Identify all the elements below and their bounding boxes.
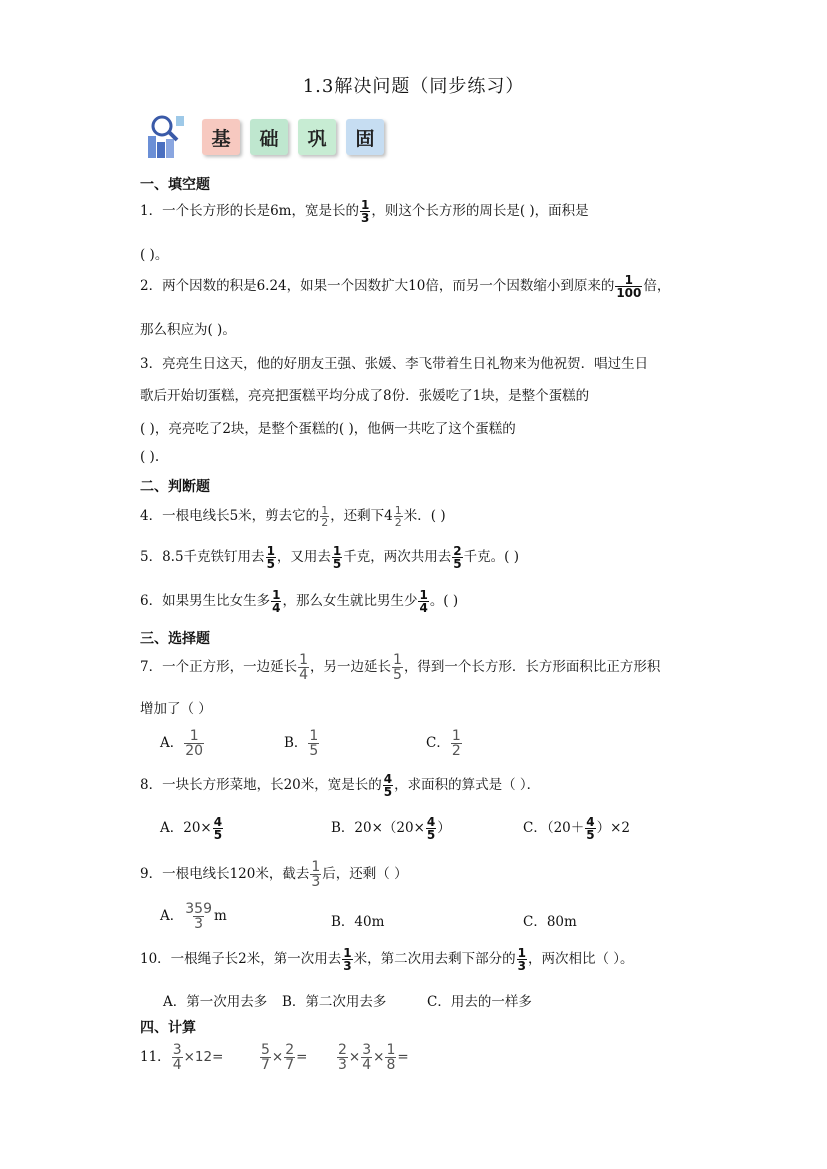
fraction: $\frac{3}{4}$: [362, 1042, 372, 1073]
fraction: $\frac{4}{5}$: [383, 772, 393, 799]
fraction: $\frac{1}{3}$: [311, 859, 321, 890]
section-heading-fill-blank: 一、填空题: [140, 177, 210, 193]
fraction: $\frac{1}{8}$: [386, 1042, 396, 1073]
fraction: $\frac{4}{5}$: [426, 815, 436, 842]
q9-option-a[interactable]: A． $\frac{359}{3}$ m: [160, 901, 227, 932]
q7-option-a[interactable]: A． $\frac{1}{20}$: [160, 728, 204, 759]
banner-tile-4: 固: [346, 119, 384, 155]
section-heading-true-false: 二、判断题: [140, 479, 210, 495]
question-3-line-3: ( )，亮亮吃了2块，是整个蛋糕的( )，他俩一共吃了这个蛋糕的: [140, 421, 516, 437]
q9-option-c[interactable]: C．80m: [523, 914, 577, 930]
banner-tile-1: 基: [202, 119, 240, 155]
fraction: $\frac{1}{2}$: [321, 504, 329, 529]
fraction: $\frac{2}{3}$: [338, 1042, 347, 1073]
fraction: $\frac{1}{3}$: [343, 946, 352, 973]
banner-tile-2: 础: [250, 119, 288, 155]
question-3-line-2: 歌后开始切蛋糕，亮亮把蛋糕平均分成了8份．张媛吃了1块，是整个蛋糕的: [140, 388, 590, 404]
fraction: $\frac{2}{5}$: [453, 544, 462, 571]
question-1-line-1: 1．一个长方形的长是6m，宽是长的 $\frac{1}{3}$ ，则这个长方形的周长是( )，面积是: [140, 198, 589, 225]
question-5: 5．8.5千克铁钉用去 $\frac{1}{5}$ ，又用去 $\frac{1}{5}$ 千克，两次共用去 $\frac{2}{5}$ 千克。( ): [140, 544, 519, 571]
question-11-expression-3: $\frac{2}{3}$ × $\frac{3}{4}$ × $\frac{1}{8}$ =: [338, 1042, 409, 1073]
question-11: 11． $\frac{3}{4}$ ×12=: [140, 1042, 224, 1073]
fraction: $\frac{1}{4}$: [299, 652, 309, 683]
fraction: $\frac{1}{5}$: [332, 544, 342, 571]
q7-option-c[interactable]: C． $\frac{1}{2}$: [426, 728, 461, 759]
question-2-line-2: 那么积应为( )。: [140, 322, 236, 338]
q8-option-a[interactable]: A．20× $\frac{4}{5}$: [160, 815, 223, 842]
fraction: $\frac{4}{5}$: [586, 815, 595, 842]
q10-option-b[interactable]: B．第二次用去多: [282, 994, 387, 1010]
section-heading-calculation: 四、计算: [140, 1020, 196, 1036]
fraction: $\frac{5}{7}$: [261, 1042, 270, 1073]
fraction: $\frac{359}{3}$: [185, 901, 212, 932]
q10-option-a[interactable]: A．第一次用去多: [163, 994, 268, 1010]
question-9: 9．一根电线长120米，截去 $\frac{1}{3}$ 后，还剩（ ）: [140, 859, 408, 890]
question-3-line-4: ( ).: [140, 449, 160, 465]
section-banner: [140, 112, 400, 162]
question-1-line-2: ( )。: [140, 247, 169, 263]
mixed-fraction: $\frac{1}{2}$: [394, 504, 402, 529]
fraction: $\frac{1}{4}$: [272, 588, 281, 615]
q8-option-c[interactable]: C．（20＋ $\frac{4}{5}$ ）×2: [523, 815, 631, 842]
q9-option-b[interactable]: B．40m: [331, 914, 385, 930]
magnifier-books-icon: [140, 112, 188, 162]
question-3-line-1: 3．亮亮生日这天，他的好朋友王强、张媛、李飞带着生日礼物来为他祝贺．唱过生日: [140, 356, 649, 372]
section-heading-multiple-choice: 三、选择题: [140, 631, 210, 647]
fraction: $\frac{1}{100}$: [616, 273, 642, 300]
question-11-expression-2: $\frac{5}{7}$ × $\frac{2}{7}$ =: [261, 1042, 308, 1073]
question-8: 8．一块长方形菜地，长20米，宽是长的 $\frac{4}{5}$ ，求面积的算式是（ ）．: [140, 772, 541, 799]
q10-option-c[interactable]: C．用去的一样多: [427, 994, 532, 1010]
question-2-line-1: 2．两个因数的积是6.24，如果一个因数扩大10倍，而另一个因数缩小到原来的 $\frac{1}{100}$ 倍，: [140, 273, 671, 300]
fraction: $\frac{1}{4}$: [419, 588, 428, 615]
fraction: $\frac{1}{20}$: [185, 728, 204, 759]
question-7-line-2: 增加了（ ）: [140, 701, 212, 717]
question-6: 6．如果男生比女生多 $\frac{1}{4}$ ，那么女生就比男生少 $\frac{1}{4}$ 。( ): [140, 588, 459, 615]
fraction: $\frac{1}{5}$: [393, 652, 402, 683]
fraction: $\frac{2}{7}$: [285, 1042, 295, 1073]
fraction: $\frac{1}{3}$: [360, 198, 370, 225]
fraction: $\frac{1}{5}$: [266, 544, 275, 571]
page-title: 1.3解决问题（同步练习）: [302, 76, 525, 97]
fraction: $\frac{4}{5}$: [213, 815, 223, 842]
question-4: 4．一根电线长5米，剪去它的 $\frac{1}{2}$ ，还剩下4 $\frac{1}{2}$ 米．( ): [140, 504, 446, 529]
question-7-line-1: 7．一个正方形，一边延长 $\frac{1}{4}$ ，另一边延长 $\frac{1}{5}$ ，得到一个长方形．长方形面积比正方形积: [140, 652, 661, 683]
q7-option-b[interactable]: B． $\frac{1}{5}$: [284, 728, 319, 759]
fraction: $\frac{1}{5}$: [309, 728, 319, 759]
q8-option-b[interactable]: B．20×（20× $\frac{4}{5}$ ）: [331, 815, 451, 842]
question-10: 10．一根绳子长2米，第一次用去 $\frac{1}{3}$ 米，第二次用去剩下部分的 $\frac{1}{3}$ ，两次相比（ ）。: [140, 946, 634, 973]
banner-tile-3: 巩: [298, 119, 336, 155]
fraction: $\frac{1}{2}$: [451, 728, 461, 759]
fraction: $\frac{1}{3}$: [517, 946, 526, 973]
fraction: $\frac{3}{4}$: [172, 1042, 182, 1073]
